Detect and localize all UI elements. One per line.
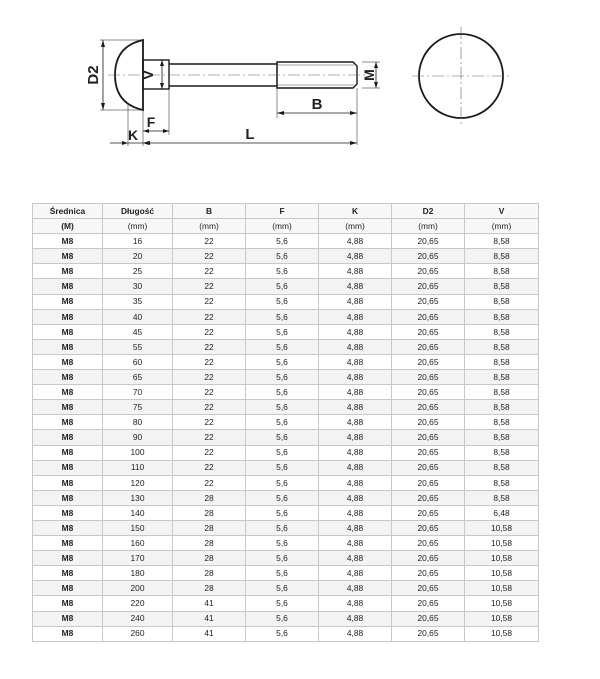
cell-length: 160 [103,536,173,551]
cell-length: 45 [103,324,173,339]
cell-k: 4,88 [319,490,392,505]
cell-v: 10,58 [465,551,539,566]
cell-length: 180 [103,566,173,581]
cell-d2: 20,65 [392,370,465,385]
cell-f: 5,6 [246,370,319,385]
cell-v: 10,58 [465,596,539,611]
cell-f: 5,6 [246,475,319,490]
table-row [33,505,539,520]
cell-f: 5,6 [246,400,319,415]
cell-length: 75 [103,400,173,415]
cell-length: 20 [103,249,173,264]
cell-f: 5,6 [246,626,319,641]
cell-k: 4,88 [319,249,392,264]
cell-d2: 20,65 [392,520,465,535]
cell-d2: 20,65 [392,505,465,520]
col-header-length: Długość [103,204,173,219]
cell-k: 4,88 [319,294,392,309]
table-row [33,475,539,490]
cell-d2: 20,65 [392,445,465,460]
table-row [33,370,539,385]
cell-k: 4,88 [319,596,392,611]
cell-v: 8,58 [465,264,539,279]
dimensions-table [32,203,539,642]
cell-length: 110 [103,460,173,475]
cell-v: 8,58 [465,475,539,490]
cell-diameter: M8 [33,354,103,369]
cell-f: 5,6 [246,294,319,309]
cell-length: 65 [103,370,173,385]
cell-diameter: M8 [33,324,103,339]
cell-diameter: M8 [33,294,103,309]
col-unit-d2: (mm) [392,219,465,234]
label-l: L [245,126,255,143]
cell-b: 41 [173,626,246,641]
cell-length: 100 [103,445,173,460]
cell-k: 4,88 [319,505,392,520]
cell-b: 22 [173,415,246,430]
cell-b: 22 [173,264,246,279]
col-unit-b: (mm) [173,219,246,234]
cell-v: 8,58 [465,400,539,415]
cell-d2: 20,65 [392,430,465,445]
cell-length: 220 [103,596,173,611]
cell-diameter: M8 [33,536,103,551]
col-header-k: K [319,204,392,219]
cell-k: 4,88 [319,430,392,445]
cell-d2: 20,65 [392,294,465,309]
cell-diameter: M8 [33,581,103,596]
cell-v: 10,58 [465,581,539,596]
cell-b: 28 [173,520,246,535]
label-k: K [127,127,139,143]
cell-v: 10,58 [465,566,539,581]
cell-diameter: M8 [33,596,103,611]
table-row [33,551,539,566]
cell-diameter: M8 [33,249,103,264]
table-row [33,309,539,324]
cell-v: 8,58 [465,445,539,460]
cell-k: 4,88 [319,385,392,400]
cell-b: 22 [173,279,246,294]
cell-diameter: M8 [33,460,103,475]
cell-d2: 20,65 [392,264,465,279]
cell-b: 22 [173,249,246,264]
cell-d2: 20,65 [392,566,465,581]
cell-v: 10,58 [465,536,539,551]
cell-length: 35 [103,294,173,309]
cell-b: 22 [173,400,246,415]
cell-d2: 20,65 [392,490,465,505]
table-row [33,324,539,339]
cell-b: 28 [173,505,246,520]
cell-v: 8,58 [465,385,539,400]
cell-k: 4,88 [319,264,392,279]
cell-k: 4,88 [319,309,392,324]
cell-b: 28 [173,581,246,596]
cell-b: 22 [173,430,246,445]
label-f: F [146,114,156,130]
cell-k: 4,88 [319,324,392,339]
col-unit-k: (mm) [319,219,392,234]
cell-diameter: M8 [33,264,103,279]
cell-f: 5,6 [246,566,319,581]
cell-length: 200 [103,581,173,596]
cell-length: 90 [103,430,173,445]
label-m: M [361,69,377,81]
cell-d2: 20,65 [392,626,465,641]
table-row [33,460,539,475]
cell-diameter: M8 [33,611,103,626]
cell-v: 8,58 [465,339,539,354]
cell-f: 5,6 [246,490,319,505]
cell-d2: 20,65 [392,385,465,400]
table-row [33,249,539,264]
cell-diameter: M8 [33,551,103,566]
cell-f: 5,6 [246,445,319,460]
cell-v: 8,58 [465,354,539,369]
cell-k: 4,88 [319,279,392,294]
cell-length: 150 [103,520,173,535]
col-header-b: B [173,204,246,219]
table-row [33,596,539,611]
cell-f: 5,6 [246,249,319,264]
cell-diameter: M8 [33,279,103,294]
table-row [33,385,539,400]
cell-b: 22 [173,309,246,324]
cell-k: 4,88 [319,536,392,551]
cell-f: 5,6 [246,536,319,551]
cell-k: 4,88 [319,626,392,641]
cell-k: 4,88 [319,581,392,596]
cell-v: 8,58 [465,370,539,385]
cell-k: 4,88 [319,370,392,385]
cell-f: 5,6 [246,581,319,596]
table-row [33,581,539,596]
cell-d2: 20,65 [392,415,465,430]
cell-length: 16 [103,234,173,249]
cell-v: 10,58 [465,520,539,535]
cell-length: 170 [103,551,173,566]
table-row [33,445,539,460]
cell-b: 22 [173,385,246,400]
cell-f: 5,6 [246,234,319,249]
cell-length: 140 [103,505,173,520]
cell-v: 10,58 [465,626,539,641]
cell-d2: 20,65 [392,596,465,611]
cell-f: 5,6 [246,385,319,400]
col-header-v: V [465,204,539,219]
table-row [33,339,539,354]
cell-f: 5,6 [246,551,319,566]
cell-f: 5,6 [246,415,319,430]
cell-b: 41 [173,596,246,611]
cell-f: 5,6 [246,460,319,475]
cell-diameter: M8 [33,234,103,249]
cell-k: 4,88 [319,234,392,249]
cell-k: 4,88 [319,551,392,566]
table-row [33,415,539,430]
cell-d2: 20,65 [392,400,465,415]
cell-length: 80 [103,415,173,430]
cell-d2: 20,65 [392,309,465,324]
cell-k: 4,88 [319,400,392,415]
cell-b: 22 [173,354,246,369]
cell-diameter: M8 [33,400,103,415]
cell-b: 28 [173,536,246,551]
cell-diameter: M8 [33,339,103,354]
cell-v: 8,58 [465,490,539,505]
table-header-row [33,204,539,219]
table-row [33,430,539,445]
cell-b: 22 [173,324,246,339]
cell-k: 4,88 [319,460,392,475]
cell-diameter: M8 [33,309,103,324]
cell-d2: 20,65 [392,354,465,369]
cell-f: 5,6 [246,339,319,354]
cell-d2: 20,65 [392,249,465,264]
table-row [33,626,539,641]
cell-d2: 20,65 [392,536,465,551]
cell-v: 8,58 [465,430,539,445]
cell-k: 4,88 [319,475,392,490]
col-unit-length: (mm) [103,219,173,234]
cell-d2: 20,65 [392,460,465,475]
cell-v: 10,58 [465,611,539,626]
cell-k: 4,88 [319,520,392,535]
cell-k: 4,88 [319,339,392,354]
cell-length: 120 [103,475,173,490]
table-row [33,234,539,249]
cell-v: 8,58 [465,294,539,309]
cell-f: 5,6 [246,264,319,279]
cell-b: 22 [173,339,246,354]
cell-f: 5,6 [246,520,319,535]
cell-b: 28 [173,566,246,581]
cell-diameter: M8 [33,566,103,581]
table-row [33,520,539,535]
cell-b: 22 [173,445,246,460]
table-units-row [33,219,539,234]
col-header-f: F [246,204,319,219]
cell-length: 25 [103,264,173,279]
cell-f: 5,6 [246,596,319,611]
cell-diameter: M8 [33,370,103,385]
cell-length: 260 [103,626,173,641]
col-header-d2: D2 [392,204,465,219]
table-row [33,400,539,415]
cell-length: 130 [103,490,173,505]
label-b: B [311,96,323,113]
cell-v: 8,58 [465,279,539,294]
cell-b: 22 [173,234,246,249]
col-unit-f: (mm) [246,219,319,234]
cell-v: 8,58 [465,415,539,430]
cell-length: 240 [103,611,173,626]
cell-diameter: M8 [33,490,103,505]
cell-d2: 20,65 [392,234,465,249]
cell-b: 22 [173,475,246,490]
cell-diameter: M8 [33,385,103,400]
col-unit-diameter: (M) [33,219,103,234]
cell-f: 5,6 [246,309,319,324]
table-row [33,354,539,369]
cell-diameter: M8 [33,626,103,641]
table-body [33,234,539,642]
table-row [33,611,539,626]
cell-b: 28 [173,490,246,505]
cell-d2: 20,65 [392,475,465,490]
label-v: V [140,70,156,80]
table-row [33,490,539,505]
label-d2: D2 [85,65,102,85]
cell-b: 22 [173,294,246,309]
cell-diameter: M8 [33,505,103,520]
cell-k: 4,88 [319,445,392,460]
cell-diameter: M8 [33,520,103,535]
cell-f: 5,6 [246,611,319,626]
cell-d2: 20,65 [392,551,465,566]
cell-f: 5,6 [246,324,319,339]
cell-k: 4,88 [319,566,392,581]
table-row [33,536,539,551]
cell-v: 8,58 [465,309,539,324]
cell-d2: 20,65 [392,581,465,596]
cell-b: 22 [173,460,246,475]
cell-f: 5,6 [246,354,319,369]
cell-length: 30 [103,279,173,294]
cell-length: 70 [103,385,173,400]
cell-length: 60 [103,354,173,369]
cell-v: 8,58 [465,460,539,475]
cell-diameter: M8 [33,475,103,490]
cell-length: 55 [103,339,173,354]
table-row [33,294,539,309]
cell-d2: 20,65 [392,339,465,354]
cell-b: 28 [173,551,246,566]
col-unit-v: (mm) [465,219,539,234]
cell-diameter: M8 [33,430,103,445]
cell-b: 22 [173,370,246,385]
cell-f: 5,6 [246,279,319,294]
table-row [33,279,539,294]
cell-v: 6,48 [465,505,539,520]
cell-diameter: M8 [33,445,103,460]
bolt-technical-drawing [0,0,600,170]
cell-d2: 20,65 [392,279,465,294]
table-row [33,264,539,279]
cell-k: 4,88 [319,354,392,369]
cell-f: 5,6 [246,505,319,520]
cell-d2: 20,65 [392,324,465,339]
cell-k: 4,88 [319,611,392,626]
cell-d2: 20,65 [392,611,465,626]
cell-length: 40 [103,309,173,324]
col-header-diameter: Średnica [33,204,103,219]
cell-b: 41 [173,611,246,626]
table-row [33,566,539,581]
cell-v: 8,58 [465,324,539,339]
cell-f: 5,6 [246,430,319,445]
cell-k: 4,88 [319,415,392,430]
cell-v: 8,58 [465,249,539,264]
cell-v: 8,58 [465,234,539,249]
cell-diameter: M8 [33,415,103,430]
